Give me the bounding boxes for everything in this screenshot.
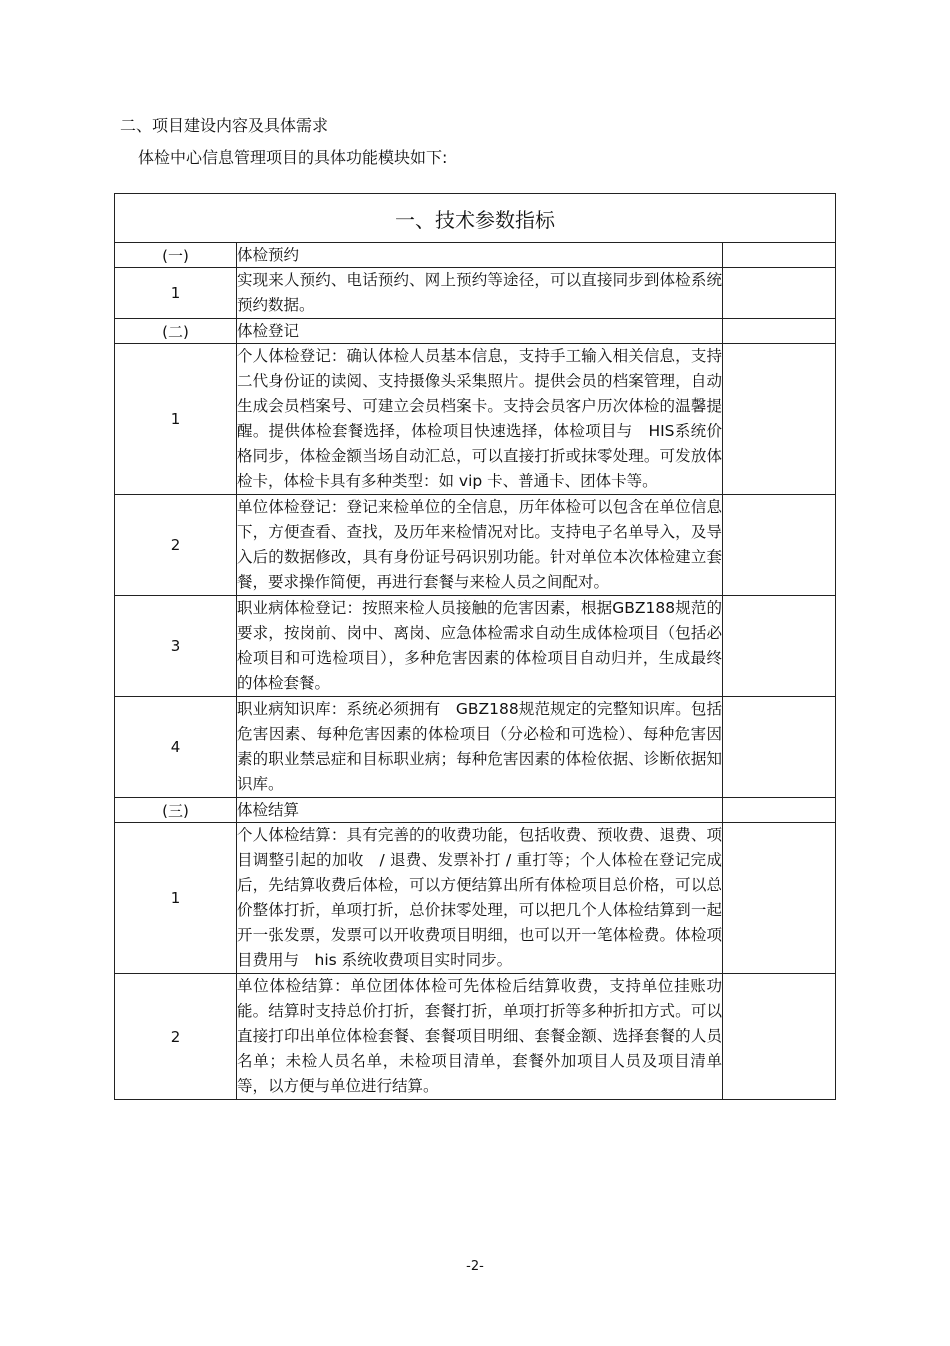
remark-cell [723, 495, 836, 596]
section-number: (一) [115, 243, 237, 268]
section-row [115, 798, 836, 823]
section-name: 体检预约 [237, 243, 723, 268]
spec-table [114, 193, 836, 1100]
section-row [115, 319, 836, 344]
table-row [115, 596, 836, 697]
item-description: 单位体检登记：登记来检单位的全信息，历年体检可以包含在单位信息下，方便查看、查找，及历年来检情况对比。支持电子名单导入，及导入后的数据修改，具有身份证号码识别功能。针对单位本次体检建立套餐，要求操作简便，再进行套餐与来检人员之间配对。 [237, 495, 723, 596]
table-row [115, 495, 836, 596]
table-title-row [115, 194, 836, 243]
remark-cell [723, 268, 836, 319]
remark-cell [723, 596, 836, 697]
section-number: (三) [115, 798, 237, 823]
section-row [115, 243, 836, 268]
item-description: 个人体检登记：确认体检人员基本信息，支持手工输入相关信息，支持二代身份证的读阅、支持摄像头采集照片。提供会员的档案管理，自动生成会员档案号、可建立会员档案卡。支持会员客户历次体检的温馨提醒。提供体检套餐选择，体检项目快速选择，体检项目与 HIS系统价格同步，体检金额当场自动汇总，可以直接打折或抹零处理。可发放体检卡，体检卡具有多种类型：如 vip 卡、普通卡、团体卡等。 [237, 344, 723, 495]
intro-paragraph: 体检中心信息管理项目的具体功能模块如下: [138, 148, 448, 167]
item-number: 2 [115, 974, 237, 1100]
section-name: 体检结算 [237, 798, 723, 823]
remark-cell [723, 974, 836, 1100]
remark-cell [723, 823, 836, 974]
item-description: 单位体检结算：单位团体体检可先体检后结算收费，支持单位挂账功能。结算时支持总价打折，套餐打折，单项打折等多种折扣方式。可以直接打印出单位体检套餐、套餐项目明细、套餐金额、选择套餐的人员名单；未检人员名单，未检项目清单，套餐外加项目人员及项目清单等，以方便与单位进行结算。 [237, 974, 723, 1100]
remark-cell [723, 798, 836, 823]
item-number: 1 [115, 344, 237, 495]
table-row [115, 344, 836, 495]
table-row [115, 974, 836, 1100]
section-name: 体检登记 [237, 319, 723, 344]
section-heading: 二、项目建设内容及具体需求 [120, 116, 329, 135]
remark-cell [723, 243, 836, 268]
item-description: 个人体检结算：具有完善的的收费功能，包括收费、预收费、退费、项目调整引起的加收 / 退费、发票补打 / 重打等；个人体检在登记完成后，先结算收费后体检，可以方便结算出所有体检项目总价格，可以总价整体打折，单项打折，总价抹零处理，可以把几个人体检结算到一起开一张发票，发票可以开收费项目明细，也可以开一笔体检费。体检项目费用与 his 系统收费项目实时同步。 [237, 823, 723, 974]
item-number: 1 [115, 268, 237, 319]
table-row [115, 823, 836, 974]
item-description: 职业病知识库：系统必须拥有 GBZ188规范规定的完整知识库。包括危害因素、每种危害因素的体检项目（分必检和可选检）、每种危害因素的职业禁忌症和目标职业病；每种危害因素的体检依据、诊断依据知识库。 [237, 697, 723, 798]
remark-cell [723, 344, 836, 495]
remark-cell [723, 697, 836, 798]
item-number: 1 [115, 823, 237, 974]
item-description: 实现来人预约、电话预约、网上预约等途径，可以直接同步到体检系统预约数据。 [237, 268, 723, 319]
remark-cell [723, 319, 836, 344]
item-description: 职业病体检登记：按照来检人员接触的危害因素，根据GBZ188规范的要求，按岗前、岗中、离岗、应急体检需求自动生成体检项目（包括必检项目和可选检项目），多种危害因素的体检项目自动归并，生成最终的体检套餐。 [237, 596, 723, 697]
item-number: 3 [115, 596, 237, 697]
item-number: 4 [115, 697, 237, 798]
table-title: 一、技术参数指标 [115, 194, 836, 243]
section-number: (二) [115, 319, 237, 344]
table-row [115, 697, 836, 798]
item-number: 2 [115, 495, 237, 596]
table-row [115, 268, 836, 319]
page-number: -2- [466, 1259, 484, 1274]
